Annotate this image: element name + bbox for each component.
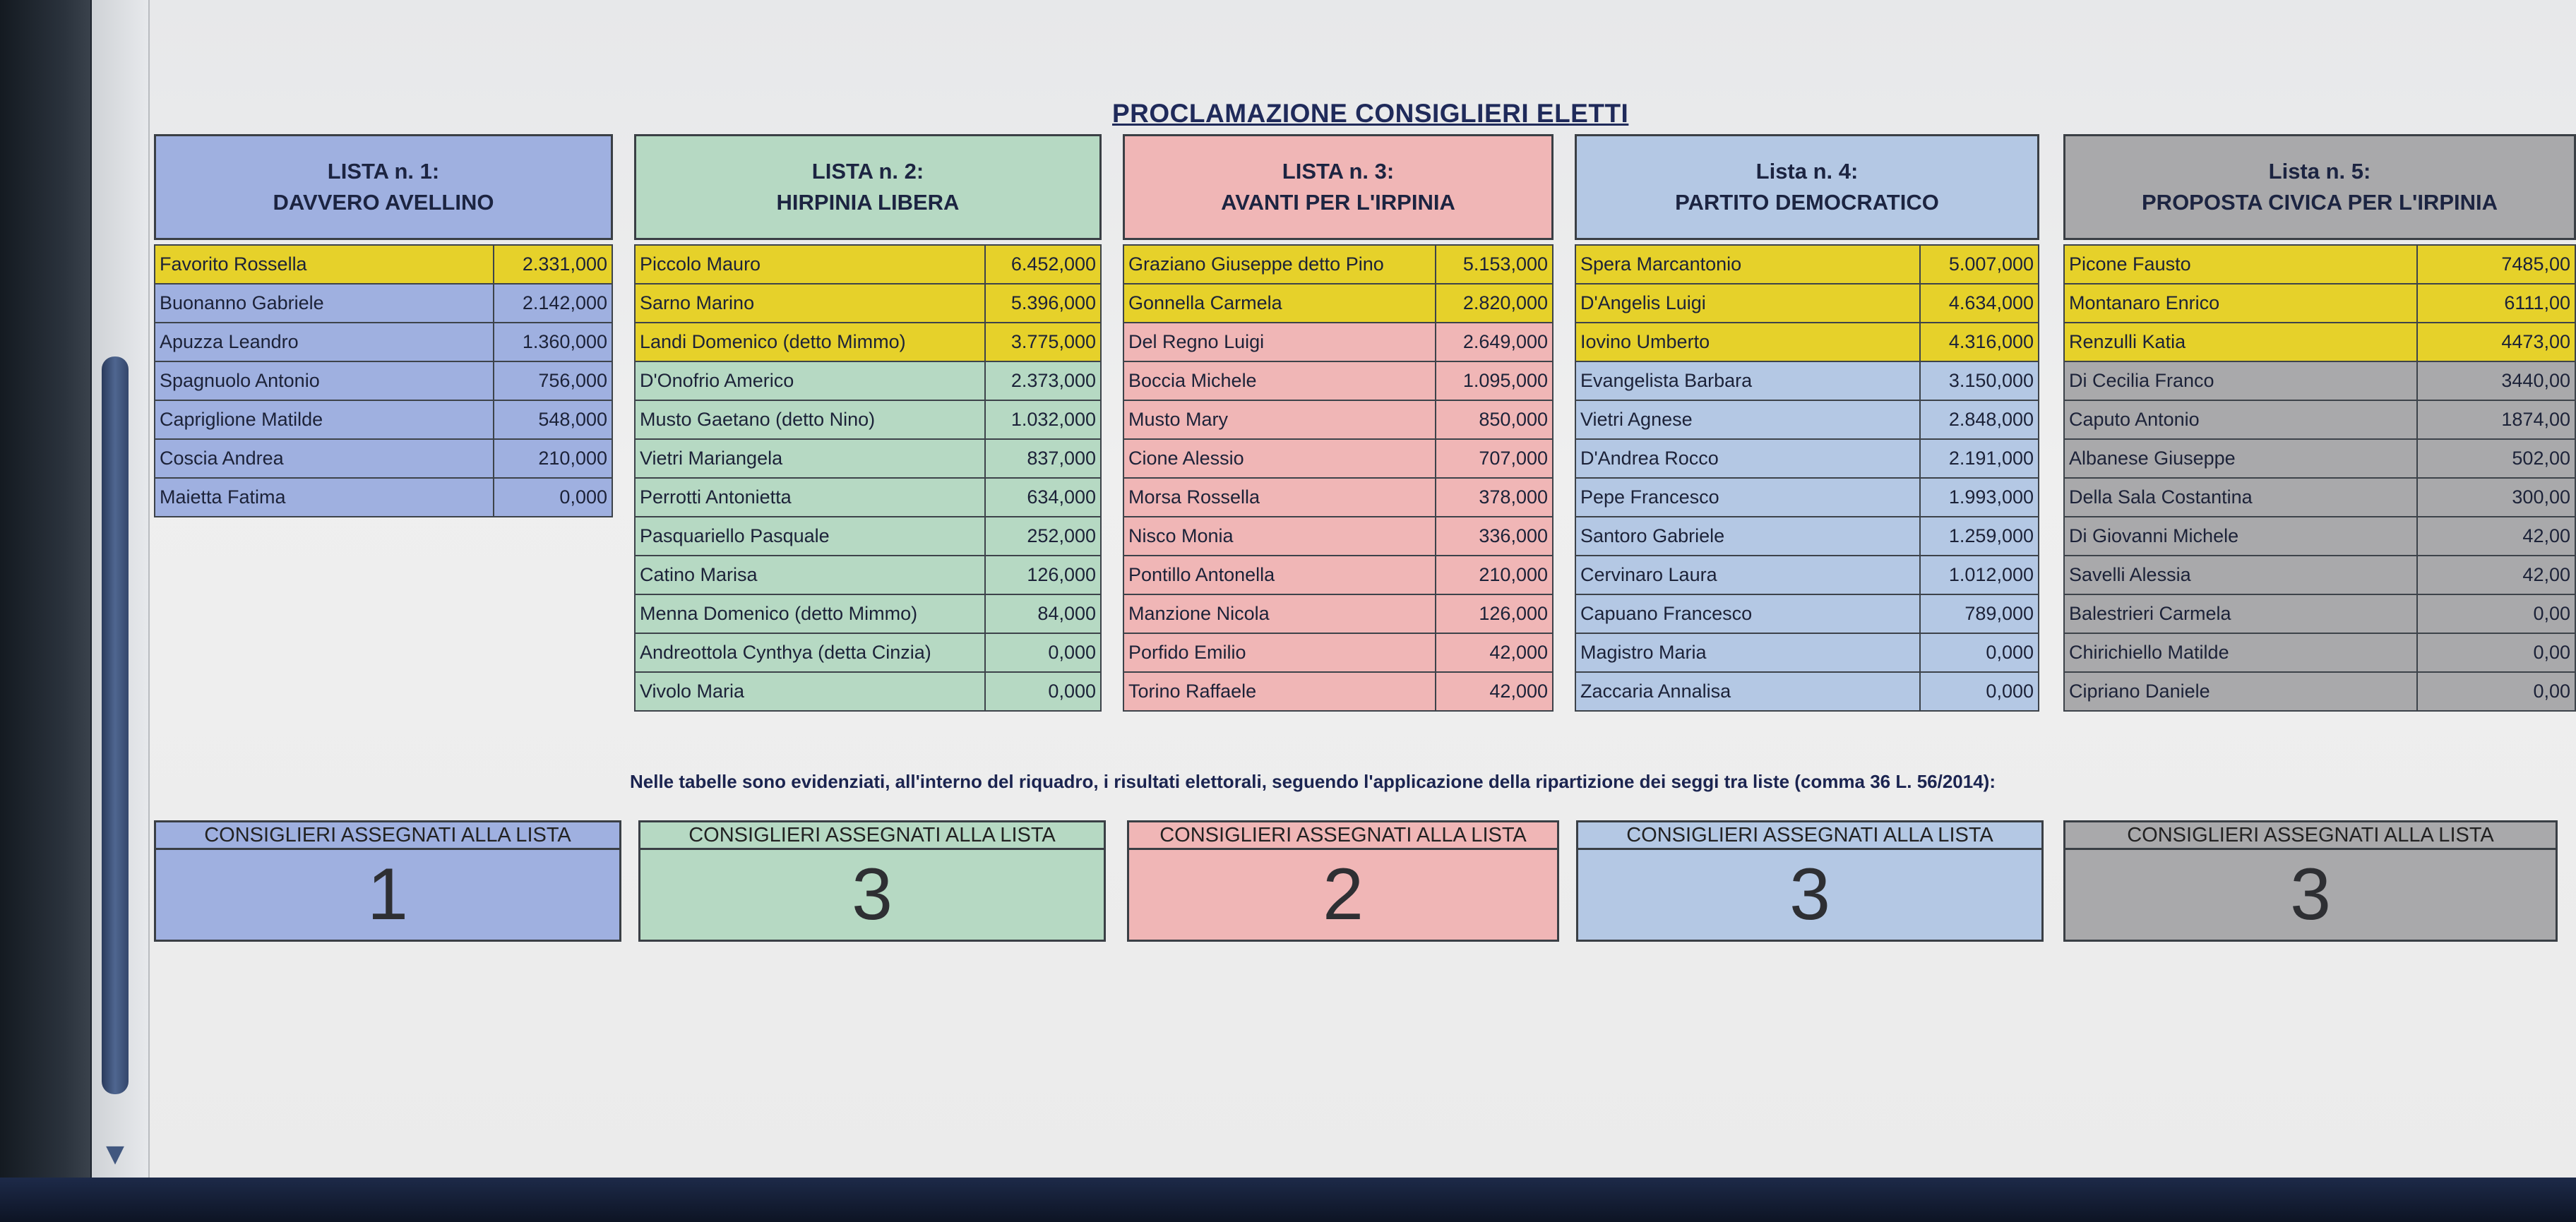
candidate-name[interactable]: Pontillo Antonella — [1123, 556, 1436, 594]
candidate-name[interactable]: Spagnuolo Antonio — [155, 361, 494, 400]
candidate-votes[interactable]: 0,000 — [494, 478, 612, 517]
candidate-name[interactable]: Picone Fausto — [2064, 245, 2417, 284]
candidate-name[interactable]: Musto Mary — [1123, 400, 1436, 439]
list-header — [1123, 134, 1554, 240]
candidate-votes[interactable]: 502,00 — [2417, 439, 2575, 478]
monitor-bezel — [0, 0, 90, 1222]
list-name: DAVVERO AVELLINO — [273, 190, 494, 215]
seats-label: CONSIGLIERI ASSEGNATI ALLA LISTA — [1127, 820, 1559, 850]
table-row[interactable] — [2064, 478, 2575, 517]
table-row[interactable] — [155, 284, 612, 323]
candidate-votes[interactable]: 548,000 — [494, 400, 612, 439]
candidate-name[interactable]: Della Sala Costantina — [2064, 478, 2417, 517]
candidate-votes[interactable]: 0,00 — [2417, 633, 2575, 672]
candidate-votes[interactable]: 0,000 — [985, 672, 1101, 711]
candidate-name[interactable]: Di Giovanni Michele — [2064, 517, 2417, 556]
candidate-votes[interactable]: 2.191,000 — [1920, 439, 2039, 478]
table-row[interactable] — [155, 439, 612, 478]
list-name: PROPOSTA CIVICA PER L'IRPINIA — [2142, 190, 2498, 215]
table-row[interactable] — [1123, 245, 1553, 284]
candidate-votes[interactable]: 4473,00 — [2417, 323, 2575, 361]
table-row[interactable] — [2064, 323, 2575, 361]
table-row[interactable] — [155, 400, 612, 439]
note-text: Nelle tabelle sono evidenziati, all'interno del riquadro, i risultati elettorali, seguendo l'applicazione della ripartizione dei seggi tra liste (comma 36 L. 56/2014): — [630, 771, 1996, 792]
candidate-name[interactable]: Porfido Emilio — [1123, 633, 1436, 672]
candidate-votes[interactable]: 837,000 — [985, 439, 1101, 478]
candidate-votes[interactable]: 789,000 — [1920, 594, 2039, 633]
candidate-votes[interactable]: 1.259,000 — [1920, 517, 2039, 556]
table-row[interactable] — [635, 361, 1101, 400]
scroll-down-arrow-icon[interactable]: ▼ — [100, 1137, 131, 1171]
candidates-table — [2063, 244, 2576, 712]
table-row[interactable] — [2064, 556, 2575, 594]
list-header — [154, 134, 613, 240]
candidate-votes[interactable]: 1.095,000 — [1436, 361, 1553, 400]
candidate-name[interactable]: Montanaro Enrico — [2064, 284, 2417, 323]
candidate-votes[interactable]: 210,000 — [1436, 556, 1553, 594]
table-row[interactable] — [635, 400, 1101, 439]
candidate-votes[interactable]: 707,000 — [1436, 439, 1553, 478]
candidate-votes[interactable]: 42,00 — [2417, 517, 2575, 556]
candidate-name[interactable]: Iovino Umberto — [1575, 323, 1920, 361]
seats-label: CONSIGLIERI ASSEGNATI ALLA LISTA — [2063, 820, 2558, 850]
candidate-name[interactable]: Buonanno Gabriele — [155, 284, 494, 323]
list-2 — [634, 134, 1102, 755]
candidate-votes[interactable]: 2.331,000 — [494, 245, 612, 284]
candidate-votes[interactable]: 5.396,000 — [985, 284, 1101, 323]
candidate-votes[interactable]: 3440,00 — [2417, 361, 2575, 400]
candidate-name[interactable]: Manzione Nicola — [1123, 594, 1436, 633]
table-row[interactable] — [1575, 284, 2039, 323]
candidate-votes[interactable]: 300,00 — [2417, 478, 2575, 517]
candidate-name[interactable]: D'Onofrio Americo — [635, 361, 985, 400]
candidate-votes[interactable]: 3.150,000 — [1920, 361, 2039, 400]
list-number-label: Lista n. 4: — [1755, 159, 1859, 184]
table-row[interactable] — [2064, 594, 2575, 633]
seats-count[interactable]: 3 — [1576, 850, 2044, 942]
table-row[interactable] — [2064, 284, 2575, 323]
list-number-label: Lista n. 5: — [2268, 159, 2371, 184]
seats-label: CONSIGLIERI ASSEGNATI ALLA LISTA — [638, 820, 1106, 850]
table-row[interactable] — [1575, 361, 2039, 400]
table-row[interactable] — [635, 245, 1101, 284]
table-row[interactable] — [155, 245, 612, 284]
table-row[interactable] — [1575, 400, 2039, 439]
candidate-votes[interactable]: 2.848,000 — [1920, 400, 2039, 439]
table-row[interactable] — [1575, 478, 2039, 517]
table-row[interactable] — [1123, 594, 1553, 633]
list-name: PARTITO DEMOCRATICO — [1675, 190, 1939, 215]
table-row[interactable] — [635, 633, 1101, 672]
candidate-votes[interactable]: 1.032,000 — [985, 400, 1101, 439]
candidates-table — [1123, 244, 1554, 712]
candidate-votes[interactable]: 3.775,000 — [985, 323, 1101, 361]
candidate-name[interactable]: Capriglione Matilde — [155, 400, 494, 439]
candidate-votes[interactable]: 0,000 — [1920, 672, 2039, 711]
candidate-votes[interactable]: 378,000 — [1436, 478, 1553, 517]
candidates-table — [634, 244, 1102, 712]
seats-label: CONSIGLIERI ASSEGNATI ALLA LISTA — [154, 820, 621, 850]
list-1 — [154, 134, 613, 755]
table-row[interactable] — [2064, 633, 2575, 672]
candidates-table — [1575, 244, 2039, 712]
candidate-votes[interactable]: 84,000 — [985, 594, 1101, 633]
candidate-name[interactable]: Maietta Fatima — [155, 478, 494, 517]
candidate-name[interactable]: D'Angelis Luigi — [1575, 284, 1920, 323]
candidate-votes[interactable]: 850,000 — [1436, 400, 1553, 439]
table-row[interactable] — [1575, 323, 2039, 361]
table-row[interactable] — [1575, 439, 2039, 478]
candidate-name[interactable]: Capuano Francesco — [1575, 594, 1920, 633]
seats-count[interactable]: 3 — [2063, 850, 2558, 942]
table-row[interactable] — [635, 439, 1101, 478]
candidate-name[interactable]: Caputo Antonio — [2064, 400, 2417, 439]
list-number-label: LISTA n. 2: — [811, 159, 924, 184]
candidate-votes[interactable]: 1.993,000 — [1920, 478, 2039, 517]
seats-label: CONSIGLIERI ASSEGNATI ALLA LISTA — [1576, 820, 2044, 850]
candidate-votes[interactable]: 0,00 — [2417, 672, 2575, 711]
page-title: PROCLAMAZIONE CONSIGLIERI ELETTI — [1112, 99, 1629, 128]
candidate-name[interactable]: Balestrieri Carmela — [2064, 594, 2417, 633]
candidate-name[interactable]: Santoro Gabriele — [1575, 517, 1920, 556]
candidate-name[interactable]: Graziano Giuseppe detto Pino — [1123, 245, 1436, 284]
candidate-name[interactable]: Morsa Rossella — [1123, 478, 1436, 517]
candidate-name[interactable]: Pasquariello Pasquale — [635, 517, 985, 556]
table-row[interactable] — [1123, 517, 1553, 556]
table-row[interactable] — [1123, 478, 1553, 517]
table-row[interactable] — [1575, 594, 2039, 633]
candidate-votes[interactable]: 2.142,000 — [494, 284, 612, 323]
candidate-votes[interactable]: 2.820,000 — [1436, 284, 1553, 323]
candidate-name[interactable]: Catino Marisa — [635, 556, 985, 594]
table-row[interactable] — [1575, 633, 2039, 672]
candidate-name[interactable]: Landi Domenico (detto Mimmo) — [635, 323, 985, 361]
seats-count[interactable]: 1 — [154, 850, 621, 942]
table-row[interactable] — [2064, 361, 2575, 400]
candidate-name[interactable]: Cervinaro Laura — [1575, 556, 1920, 594]
table-row[interactable] — [635, 672, 1101, 711]
candidate-votes[interactable]: 5.153,000 — [1436, 245, 1553, 284]
list-number-label: LISTA n. 3: — [1282, 159, 1395, 184]
list-header — [2063, 134, 2576, 240]
table-row[interactable] — [1575, 245, 2039, 284]
list-header — [1575, 134, 2039, 240]
candidate-votes[interactable]: 1.012,000 — [1920, 556, 2039, 594]
table-row[interactable] — [2064, 439, 2575, 478]
table-row[interactable] — [2064, 672, 2575, 711]
table-row[interactable] — [1123, 361, 1553, 400]
candidate-name[interactable]: Evangelista Barbara — [1575, 361, 1920, 400]
candidate-name[interactable]: Renzulli Katia — [2064, 323, 2417, 361]
candidate-name[interactable]: Apuzza Leandro — [155, 323, 494, 361]
candidate-votes[interactable]: 634,000 — [985, 478, 1101, 517]
candidate-name[interactable]: Piccolo Mauro — [635, 245, 985, 284]
candidate-name[interactable]: Spera Marcantonio — [1575, 245, 1920, 284]
candidate-votes[interactable]: 6.452,000 — [985, 245, 1101, 284]
candidate-name[interactable]: Menna Domenico (detto Mimmo) — [635, 594, 985, 633]
candidate-votes[interactable]: 336,000 — [1436, 517, 1553, 556]
candidate-name[interactable]: Cione Alessio — [1123, 439, 1436, 478]
list-3 — [1123, 134, 1554, 755]
table-row[interactable] — [1575, 556, 2039, 594]
candidate-name[interactable]: Pepe Francesco — [1575, 478, 1920, 517]
candidate-votes[interactable]: 42,000 — [1436, 672, 1553, 711]
seats-count[interactable]: 3 — [638, 850, 1106, 942]
candidate-votes[interactable]: 0,00 — [2417, 594, 2575, 633]
candidate-name[interactable]: Favorito Rossella — [155, 245, 494, 284]
candidate-votes[interactable]: 252,000 — [985, 517, 1101, 556]
candidate-votes[interactable]: 4.634,000 — [1920, 284, 2039, 323]
list-name: AVANTI PER L'IRPINIA — [1221, 190, 1455, 215]
vertical-scrollbar[interactable] — [92, 0, 150, 1186]
candidate-name[interactable]: Vietri Mariangela — [635, 439, 985, 478]
seats-box-list-4 — [1576, 820, 2044, 946]
candidate-votes[interactable]: 2.649,000 — [1436, 323, 1553, 361]
candidate-name[interactable]: Sarno Marino — [635, 284, 985, 323]
table-row[interactable] — [2064, 245, 2575, 284]
candidate-name[interactable]: D'Andrea Rocco — [1575, 439, 1920, 478]
table-row[interactable] — [1123, 400, 1553, 439]
candidate-votes[interactable]: 756,000 — [494, 361, 612, 400]
seats-box-list-2 — [638, 820, 1106, 946]
list-name: HIRPINIA LIBERA — [776, 190, 960, 215]
candidate-name[interactable]: Coscia Andrea — [155, 439, 494, 478]
table-row[interactable] — [1123, 323, 1553, 361]
list-number-label: LISTA n. 1: — [327, 159, 440, 184]
candidate-votes[interactable]: 6111,00 — [2417, 284, 2575, 323]
candidate-name[interactable]: Musto Gaetano (detto Nino) — [635, 400, 985, 439]
candidate-name[interactable]: Andreottola Cynthya (detta Cinzia) — [635, 633, 985, 672]
table-row[interactable] — [1123, 672, 1553, 711]
table-row[interactable] — [155, 323, 612, 361]
candidate-name[interactable]: Del Regno Luigi — [1123, 323, 1436, 361]
table-row[interactable] — [635, 517, 1101, 556]
table-row[interactable] — [1123, 439, 1553, 478]
candidate-name[interactable]: Torino Raffaele — [1123, 672, 1436, 711]
table-row[interactable] — [155, 478, 612, 517]
scrollbar-thumb[interactable] — [102, 357, 129, 1094]
seats-box-list-1 — [154, 820, 621, 946]
table-row[interactable] — [2064, 517, 2575, 556]
candidate-name[interactable]: Chirichiello Matilde — [2064, 633, 2417, 672]
candidate-votes[interactable]: 126,000 — [985, 556, 1101, 594]
table-row[interactable] — [1575, 517, 2039, 556]
table-row[interactable] — [2064, 400, 2575, 439]
seats-count[interactable]: 2 — [1127, 850, 1559, 942]
candidate-votes[interactable]: 210,000 — [494, 439, 612, 478]
table-row[interactable] — [635, 556, 1101, 594]
table-row[interactable] — [635, 594, 1101, 633]
candidate-name[interactable]: Albanese Giuseppe — [2064, 439, 2417, 478]
candidate-name[interactable]: Di Cecilia Franco — [2064, 361, 2417, 400]
candidate-votes[interactable]: 7485,00 — [2417, 245, 2575, 284]
candidate-name[interactable]: Nisco Monia — [1123, 517, 1436, 556]
candidate-name[interactable]: Boccia Michele — [1123, 361, 1436, 400]
list-4 — [1575, 134, 2039, 755]
candidate-votes[interactable]: 2.373,000 — [985, 361, 1101, 400]
candidate-name[interactable]: Gonnella Carmela — [1123, 284, 1436, 323]
seats-box-list-5 — [2063, 820, 2558, 946]
table-row[interactable] — [635, 323, 1101, 361]
table-row[interactable] — [1575, 672, 2039, 711]
seats-box-list-3 — [1127, 820, 1559, 946]
taskbar — [0, 1178, 2576, 1222]
table-row[interactable] — [1123, 633, 1553, 672]
candidate-name[interactable]: Zaccaria Annalisa — [1575, 672, 1920, 711]
table-row[interactable] — [635, 284, 1101, 323]
candidate-votes[interactable]: 4.316,000 — [1920, 323, 2039, 361]
candidate-votes[interactable]: 42,000 — [1436, 633, 1553, 672]
candidate-votes[interactable]: 1.360,000 — [494, 323, 612, 361]
table-row[interactable] — [635, 478, 1101, 517]
candidate-votes[interactable]: 1874,00 — [2417, 400, 2575, 439]
candidate-name[interactable]: Savelli Alessia — [2064, 556, 2417, 594]
list-header — [634, 134, 1102, 240]
table-row[interactable] — [1123, 284, 1553, 323]
candidate-votes[interactable]: 0,000 — [985, 633, 1101, 672]
candidate-name[interactable]: Magistro Maria — [1575, 633, 1920, 672]
candidate-name[interactable]: Vietri Agnese — [1575, 400, 1920, 439]
candidate-name[interactable]: Cipriano Daniele — [2064, 672, 2417, 711]
table-row[interactable] — [1123, 556, 1553, 594]
candidate-name[interactable]: Vivolo Maria — [635, 672, 985, 711]
candidate-votes[interactable]: 0,000 — [1920, 633, 2039, 672]
list-5 — [2063, 134, 2576, 755]
candidate-votes[interactable]: 5.007,000 — [1920, 245, 2039, 284]
table-row[interactable] — [155, 361, 612, 400]
candidate-name[interactable]: Perrotti Antonietta — [635, 478, 985, 517]
candidate-votes[interactable]: 126,000 — [1436, 594, 1553, 633]
candidates-table — [154, 244, 613, 517]
candidate-votes[interactable]: 42,00 — [2417, 556, 2575, 594]
